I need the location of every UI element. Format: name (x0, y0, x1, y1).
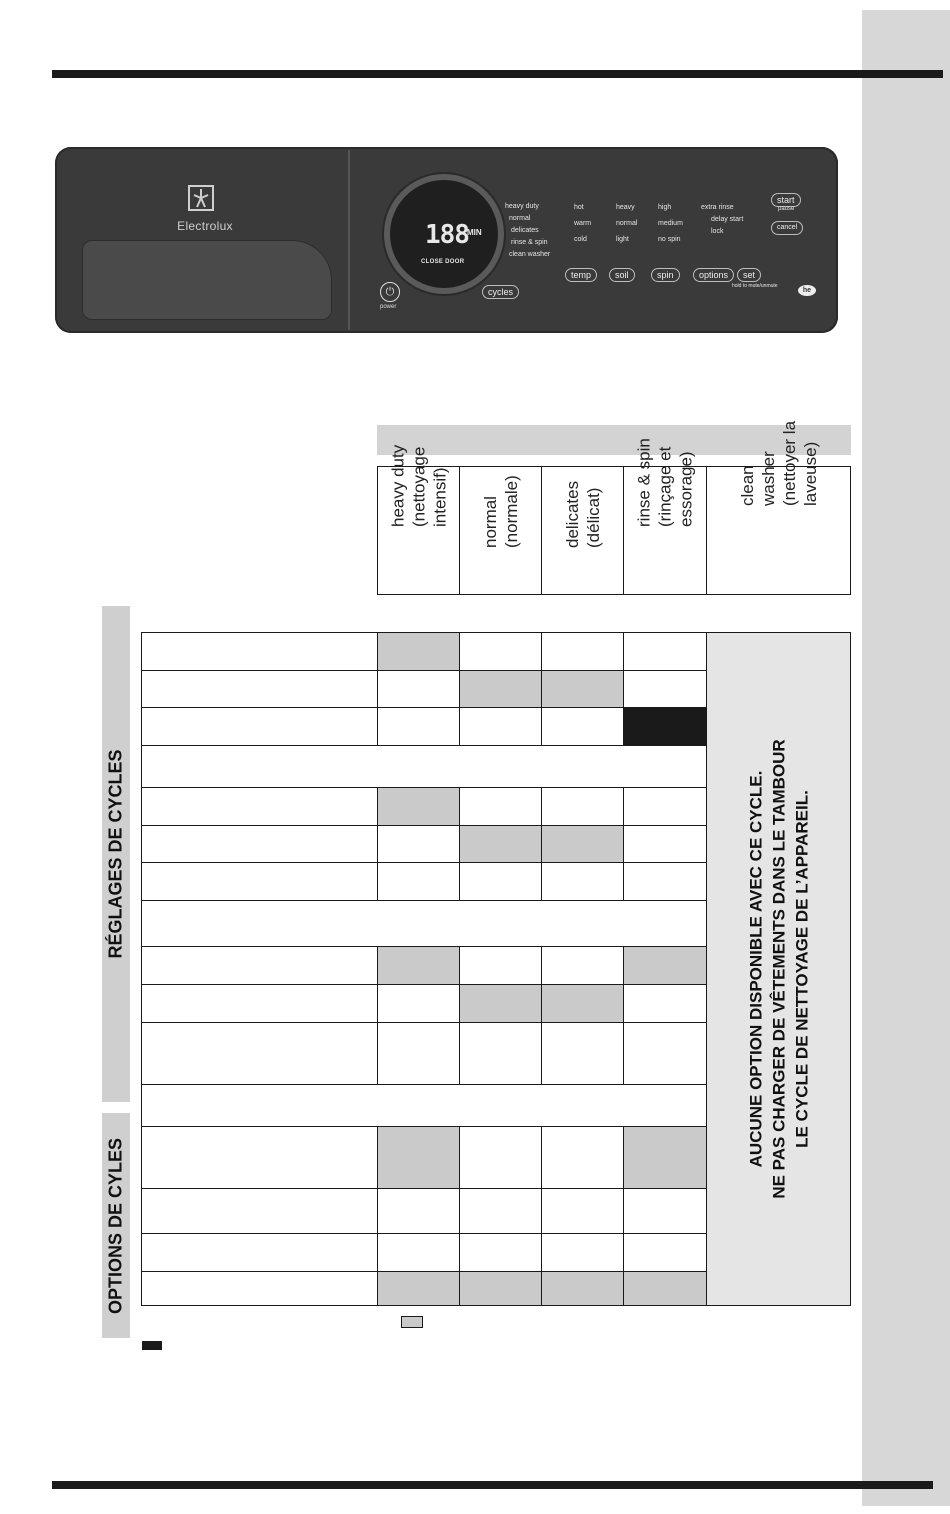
col-heavy-duty: heavy duty (nettoyage intensif) (377, 466, 460, 595)
temp-cold: cold (574, 236, 587, 243)
row-divider (141, 745, 707, 746)
table-cell-shaded (378, 788, 459, 825)
temp-button[interactable]: temp (565, 268, 597, 282)
col-clean-washer: clean washer (nettoyer la laveuse) (706, 466, 851, 595)
col-divider (377, 946, 378, 1084)
top-rule (52, 70, 943, 78)
cycle-normal: normal (509, 215, 531, 222)
door-message: CLOSE DOOR (421, 259, 465, 265)
pause-label: pause (778, 206, 795, 212)
cycles-button[interactable]: cycles (482, 285, 519, 299)
col-divider (623, 1126, 624, 1306)
legend-gray-swatch (401, 1316, 423, 1328)
cycle-clean-washer: clean washer (509, 251, 551, 258)
set-button[interactable]: set (737, 268, 761, 282)
col-divider (377, 1126, 378, 1306)
table-cell-black (624, 708, 706, 745)
panel-divider (348, 150, 350, 330)
table-cell-shaded (378, 1127, 459, 1188)
bottom-rule (52, 1481, 933, 1489)
col-delicates: delicates (délicat) (541, 466, 624, 595)
note-line-1: AUCUNE OPTION DISPONIBLE AVEC CE CYCLE. (746, 770, 765, 1168)
spin-no-spin: no spin (658, 236, 681, 243)
cancel-button[interactable]: cancel (771, 221, 803, 235)
options-button[interactable]: options (693, 268, 734, 282)
spin-button[interactable]: spin (651, 268, 680, 282)
option-lock: lock (711, 228, 724, 235)
note-line-3: LE CYCLE DE NETTOYAGE DE L’APPAREIL. (792, 790, 811, 1148)
col-divider (541, 632, 542, 745)
col-divider (459, 632, 460, 745)
col-divider (541, 787, 542, 900)
col-divider (377, 632, 378, 745)
table-cell-shaded (624, 1127, 706, 1188)
start-button[interactable]: start (771, 193, 801, 207)
col-divider (623, 946, 624, 1084)
brand-name: Electrolux (177, 219, 233, 233)
section-cycle-options: OPTIONS DE CYLES (102, 1113, 130, 1338)
detergent-dispenser[interactable] (82, 240, 332, 320)
note-line-2: NE PAS CHARGER DE VÊTEMENTS DANS LE TAMBOUR (769, 739, 788, 1199)
legend-black-swatch (142, 1341, 162, 1350)
time-display: 188 (425, 220, 469, 250)
table-cell-shaded (378, 947, 459, 984)
col-divider (623, 787, 624, 900)
spin-medium: medium (658, 220, 683, 227)
cycle-delicates: delicates (511, 227, 539, 234)
option-extra-rinse: extra rinse (701, 204, 734, 211)
col-divider (541, 946, 542, 1084)
clean-washer-note (707, 633, 850, 1305)
table-cell-shaded (624, 947, 706, 984)
soil-normal: normal (616, 220, 638, 227)
power-button[interactable]: ⏻ (380, 282, 400, 302)
time-unit: MIN (467, 228, 482, 237)
hold-note: hold to mute/unmute (732, 283, 778, 289)
cycle-heavy-duty: heavy duty (505, 203, 539, 210)
row-divider (141, 900, 707, 901)
soil-light: light (616, 236, 629, 243)
row-divider (141, 1084, 707, 1085)
col-divider (459, 1126, 460, 1306)
table-cell-shaded (378, 633, 459, 670)
he-logo: he (798, 285, 816, 296)
table-cell-shaded (378, 1272, 706, 1305)
col-divider (377, 787, 378, 900)
electrolux-logo-icon (188, 185, 214, 211)
col-normal: normal (normale) (459, 466, 542, 595)
col-divider (541, 1126, 542, 1306)
section-cycle-settings: RÉGLAGES DE CYCLES (102, 606, 130, 1102)
spin-high: high (658, 204, 672, 211)
col-divider (459, 787, 460, 900)
soil-button[interactable]: soil (609, 268, 635, 282)
power-label: power (380, 304, 397, 310)
cycle-rinse-spin: rinse & spin (511, 239, 548, 246)
temp-hot: hot (574, 204, 584, 211)
col-rinse-spin: rinse & spin (rinçage et essorage) (623, 466, 707, 595)
soil-heavy: heavy (616, 204, 635, 211)
col-divider (459, 946, 460, 1084)
col-divider (623, 632, 624, 745)
option-delay-start: delay start (711, 216, 744, 223)
temp-warm: warm (574, 220, 592, 227)
side-tab (862, 10, 950, 1506)
